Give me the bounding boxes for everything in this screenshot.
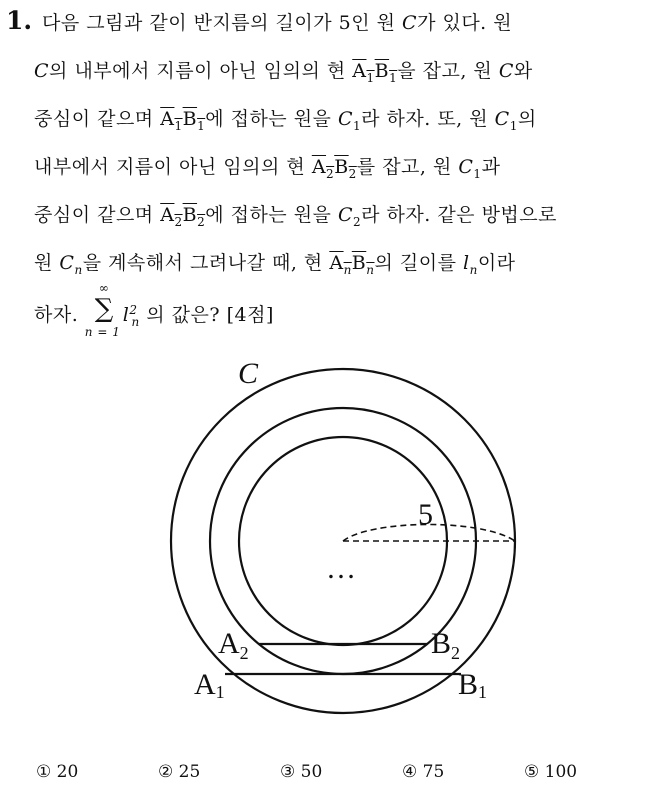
chord-endpoint-b-index: 2 [348,166,357,181]
chord-endpoint-b-index: 1 [197,118,206,133]
label-a1-sub: 1 [215,682,225,702]
chord-endpoint-a-index: 1 [366,70,375,85]
math-variable-letter: C [59,252,75,274]
question-text-run: 와 [513,60,533,82]
math-variable-letter: l [463,252,470,274]
math-variable-index: 1 [509,118,518,133]
chord-endpoint-a: A [160,108,175,130]
chord-endpoint-b: B [374,60,390,82]
question-text-run: 을 잡고, 원 [397,60,499,82]
math-variable-letter: C [494,108,510,130]
chord-endpoint-a: A [329,252,344,274]
math-variable-letter: C [34,60,50,82]
math-variable-letter: C [337,108,353,130]
chord-endpoint-b: B [182,108,198,130]
chord-endpoint-b: B [351,252,367,274]
question-text-run: 에 접하는 원을 [205,108,338,130]
choice-2-mark: ② [158,762,174,782]
choice-4[interactable] [402,762,444,782]
math-variable-index: 2 [353,214,362,229]
sum-term-index: n [131,314,140,329]
chord-endpoint-a-index: 2 [174,214,183,229]
question-text-run: 내부에서 지름이 아닌 임의의 현 [34,156,312,178]
choice-4-mark: ④ [402,762,418,782]
chord-endpoint-a-index: 2 [326,166,335,181]
label-a2-sub: 2 [239,643,249,663]
choice-5[interactable] [524,762,577,782]
question-text-run: 의 [517,108,537,130]
question-text-run: 원 [34,252,60,274]
choice-2[interactable] [158,762,200,782]
question-text-run: 을 계속해서 그려나갈 때, 현 [82,252,330,274]
chord-endpoint-a-index: 1 [174,118,183,133]
choice-3-value: 50 [300,762,323,782]
math-variable-letter: C [402,12,418,34]
question-text-run: 에 접하는 원을 [205,204,338,226]
choice-5-mark: ⑤ [524,762,540,782]
question-text-run: 가 있다. 원 [417,12,513,34]
chord-endpoint-a: A [352,60,367,82]
label-b2-letter: B [431,627,452,660]
label-a2 [218,627,249,663]
label-b2-sub: 2 [451,643,461,663]
question-number: 1. [6,6,33,35]
question-text-run: 과 [481,156,501,178]
math-variable-index: 1 [353,118,362,133]
math-variable-index: n [469,262,478,277]
choice-3-mark: ③ [280,762,296,782]
choice-1-mark: ① [36,762,52,782]
label-b1-letter: B [458,668,479,701]
question-text-run: 를 잡고, 원 [356,156,459,178]
math-variable-letter: C [337,204,353,226]
chord-endpoint-a: A [311,156,327,178]
question-text-run: 의 내부에서 지름이 아닌 임의의 현 [49,60,353,82]
ellipsis-dots: … [326,552,356,585]
question-text-run: 의 값은? [4점] [139,304,274,326]
sum-upper-limit: ∞ [98,281,110,295]
chord-endpoint-b: B [334,156,349,178]
choice-2-value: 25 [178,762,201,782]
chord-endpoint-b-index: 2 [197,214,206,229]
label-b1 [458,668,487,702]
label-a1 [194,668,225,702]
question-text-run: 중심이 같으며 [34,204,161,226]
choice-3[interactable] [280,762,322,782]
question-text-run: 하자. [34,304,85,326]
question-text-run: 중심이 같으며 [34,108,161,130]
question-text-run: 이라 [477,252,516,274]
sum-symbol: ∑ [94,294,114,324]
label-b1-sub: 1 [478,682,488,702]
choice-5-value: 100 [544,762,578,782]
sum-lower-limit: n = 1 [84,325,121,339]
question-text-run: 다음 그림과 같이 반지름의 길이가 5인 원 [42,12,403,34]
label-a1-letter: A [194,668,216,701]
label-b2 [431,627,460,663]
chord-endpoint-b-index: n [366,262,375,277]
question-text-run: 의 길이를 [374,252,463,274]
math-variable-letter: C [498,60,514,82]
question-text-run: 라 하자. 같은 방법으로 [361,204,557,226]
label-a2-letter: A [218,627,240,660]
chord-endpoint-a-index: n [343,262,352,277]
sum-term-power: 2 [129,302,138,317]
math-variable-index: 1 [473,166,482,181]
math-variable-index: n [74,262,83,277]
choice-1-value: 20 [56,762,79,782]
chord-endpoint-b-index: 1 [389,70,398,85]
chord-endpoint-a: A [160,204,175,226]
label-radius-5: 5 [418,498,433,531]
choice-1[interactable] [36,762,78,782]
choice-4-value: 75 [422,762,445,782]
answer-choices [0,762,650,790]
sum-term-letter: l [122,304,130,326]
math-variable-letter: C [458,156,474,178]
label-c: C [238,357,259,390]
question-text-run: 라 하자. 또, 원 [361,108,495,130]
chord-endpoint-b: B [182,204,198,226]
